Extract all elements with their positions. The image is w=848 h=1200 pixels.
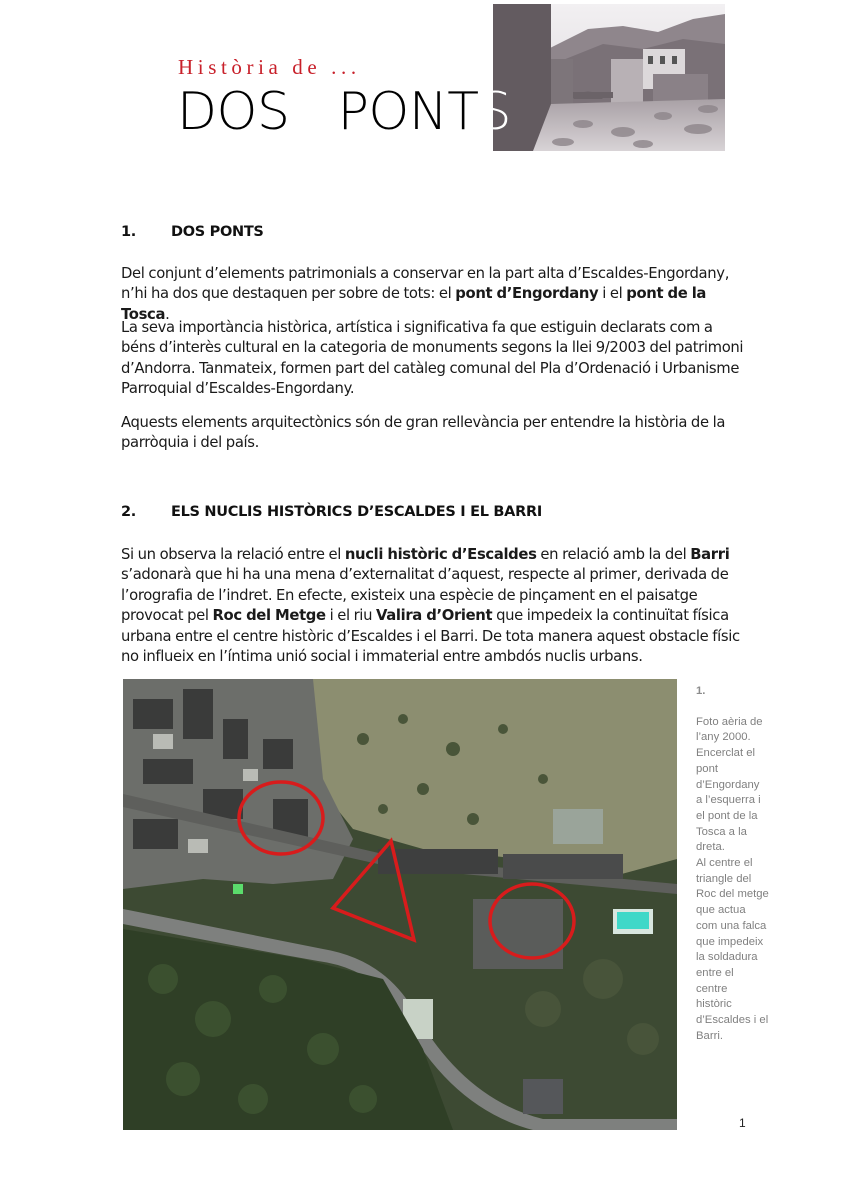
caption-line: Al centre el	[696, 857, 753, 870]
caption-line: a l’esquerra i	[696, 794, 761, 807]
body-text: i el riu	[325, 607, 376, 625]
body-text: .	[165, 305, 170, 323]
caption-line: Encerclat el	[696, 747, 756, 760]
caption-line: triangle del	[696, 872, 752, 885]
document-title	[177, 82, 511, 142]
body-text: Aquests elements arquitectònics són de gran rellevància per entendre la història de la parròquia i del país.	[121, 414, 726, 452]
caption-line: Foto aèria de	[696, 715, 763, 728]
caption-line: la soldadura	[696, 951, 758, 964]
caption-line: Barri.	[696, 1029, 723, 1042]
body-text: Del conjunt d’elements patrimonials a conservar en la part alta d’Escaldes-Engordany, n’hi ha dos que destaquen per sobre de tots: el	[121, 265, 730, 303]
caption-line: dreta.	[696, 841, 725, 854]
emphasis-text: pont d’Engordany	[455, 285, 599, 303]
figure-caption	[696, 684, 776, 1044]
body-text: s’adonarà que hi ha una mena d’externalitat d’aquest, respecte al primer, derivada de l’orografia de l’indret. En efecte, existeix una espècie de pinçament en el paisatge provocat pel	[121, 566, 729, 625]
caption-line: entre el	[696, 966, 734, 979]
section-title: ELS NUCLIS HISTÒRICS D’ESCALDES I EL BARRI	[171, 504, 542, 520]
section-number: 2.	[121, 504, 136, 520]
body-text: Si un observa la relació entre el	[121, 546, 345, 563]
paragraph	[121, 545, 741, 667]
body-text: La seva importància històrica, artística i significativa fa que estiguin declarats com a béns d’interès cultural en la categoria de monuments segons la llei 9/2003 del patrimoni d’Andorra. Tanmateix, formen part del catàleg comunal del Pla d’Ordenació i Urbanisme Parroquial d’Escaldes-Engordany.	[121, 319, 744, 398]
aerial-photo	[123, 679, 677, 1130]
section-title: DOS PONTS	[171, 224, 264, 240]
emphasis-text: pont de la Tosca	[121, 285, 707, 323]
page-number: 1	[739, 1116, 746, 1130]
caption-line: com una falca	[696, 919, 767, 932]
caption-line: històric	[696, 998, 732, 1011]
historic-photo	[493, 4, 725, 151]
paragraph	[121, 264, 746, 325]
caption-line: que impedeix	[696, 935, 764, 948]
body-text: i el	[598, 285, 627, 303]
caption-line: Roc del metge	[696, 888, 769, 901]
section-heading-1	[121, 224, 264, 240]
paragraph	[121, 413, 746, 454]
series-kicker: Història de ...	[178, 55, 361, 79]
emphasis-text: Valira d’Orient	[375, 607, 493, 625]
title-main: DOS PONT	[177, 82, 479, 142]
paragraph	[121, 318, 746, 400]
caption-line: Tosca a la	[696, 825, 747, 838]
emphasis-text: nucli històric d’Escaldes	[344, 546, 537, 563]
body-text: en relació amb la del	[536, 546, 691, 563]
caption-line: que actua	[696, 904, 746, 917]
caption-line: d’Engordany	[696, 778, 760, 791]
caption-line: el pont de la	[696, 809, 758, 822]
title-last-letter: S	[478, 82, 512, 142]
caption-line: centre	[696, 982, 728, 995]
historic-photo-image	[493, 4, 725, 151]
aerial-photo-image	[123, 679, 677, 1130]
section-heading-2	[121, 504, 542, 520]
caption-text	[696, 715, 776, 1045]
caption-line: d’Escaldes i el	[696, 1014, 769, 1027]
body-text: que impedeix la continuïtat física urbana entre el centre històric d’Escaldes i el Barri. De tota manera aquest obstacle físic no influeix en l’íntima unió social i immaterial entre ambdós nuclis urbans.	[121, 607, 740, 666]
caption-line: l’any 2000.	[696, 731, 751, 744]
caption-line: pont	[696, 762, 718, 775]
caption-number: 1.	[696, 685, 706, 697]
section-number: 1.	[121, 224, 136, 240]
emphasis-text: Barri	[690, 546, 730, 563]
emphasis-text: Roc del Metge	[212, 607, 326, 625]
